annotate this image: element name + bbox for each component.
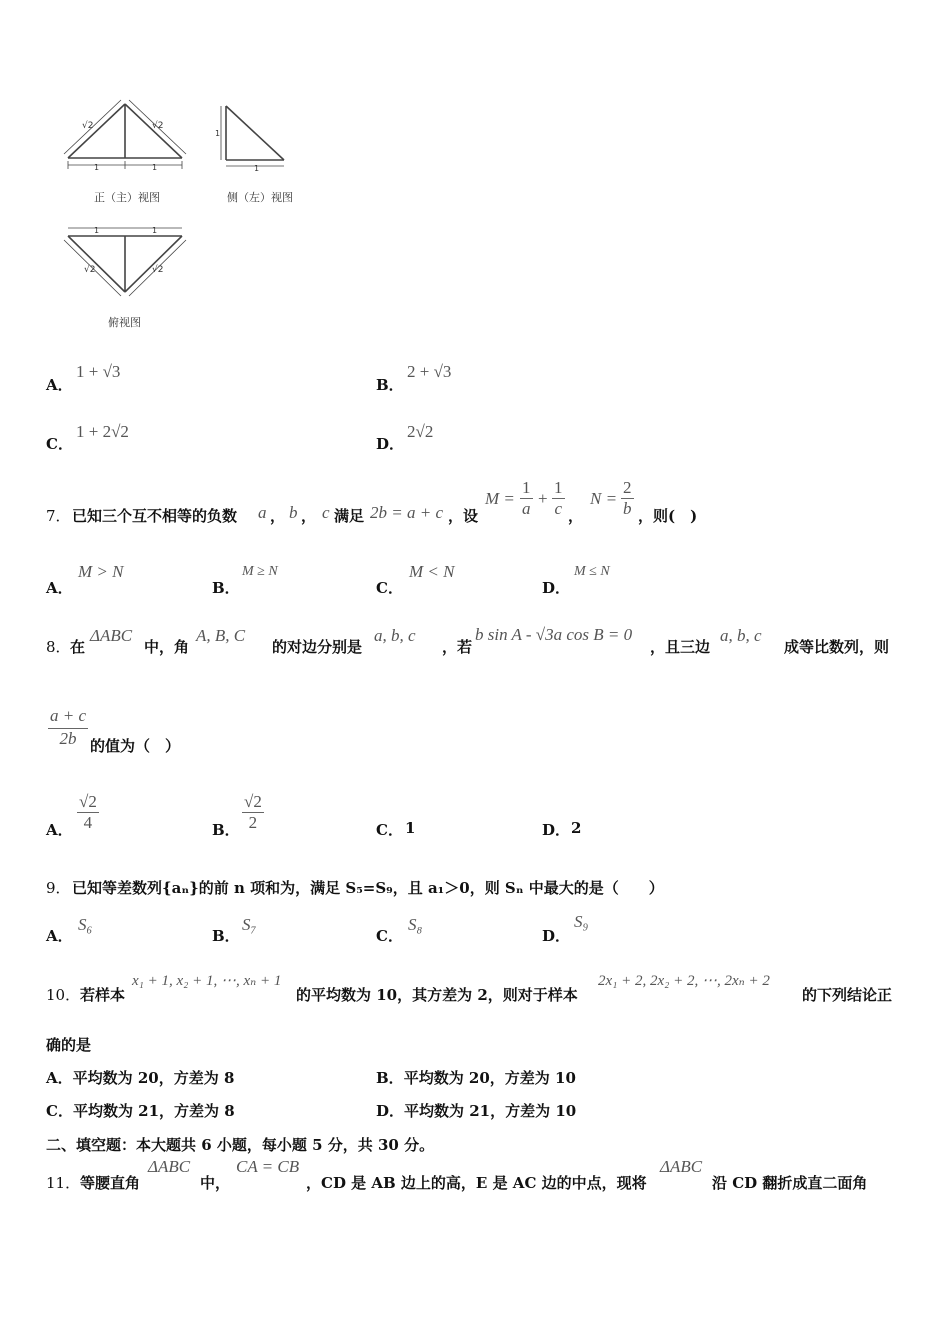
q10-sample-1: x₁ + 1, x₂ + 1, ⋯, xₙ + 1	[132, 973, 282, 989]
q8-text-2: 中，角	[144, 638, 190, 656]
q7-sep-2: ，	[301, 507, 317, 525]
q9-option-c-value: S₈	[408, 915, 423, 934]
q7-frac-2b-den: b	[623, 499, 632, 518]
section-heading-fill-in: 二、填空题：本大题共 6 小题，每小题 5 分，共 30 分。	[46, 1136, 435, 1154]
q6-option-a-value: 1 + √3	[76, 362, 121, 381]
front-left-base: 1	[94, 163, 100, 172]
q8-option-a-num: √2	[79, 792, 97, 811]
q10-text-4: 确的是	[46, 1036, 92, 1054]
front-view-caption: 正（主）视图	[94, 191, 160, 204]
q8-text-1: 在	[70, 638, 86, 656]
q8-option-c-letter: C．	[376, 821, 403, 839]
q7-sep-1: ，	[270, 507, 286, 525]
q8-option-c-value: 1	[405, 819, 416, 837]
q8-option-b-den: 2	[248, 813, 258, 832]
q8-equation: b sin A - √3a cos B = 0	[475, 625, 633, 644]
q8-option-a-value	[77, 792, 99, 833]
q7-frac-1c-den: c	[554, 499, 563, 518]
q8-option-a-letter: A．	[46, 821, 73, 839]
q7-var-b: b	[289, 503, 298, 522]
q7-number: 7．	[46, 507, 71, 525]
q7-frac-1a-den: a	[522, 499, 531, 518]
q7-var-c: c	[322, 503, 330, 522]
q11-equation: CA = CB	[236, 1157, 300, 1176]
q7-option-b-value: M ≥ N	[242, 564, 278, 579]
q10-option-c	[46, 1100, 235, 1121]
top-right-length: √2	[152, 265, 164, 275]
q7-option-d-letter: D．	[542, 579, 571, 597]
q6-option-c-value: 1 + 2√2	[76, 422, 129, 441]
q7-condition: 2b = a + c	[370, 503, 443, 522]
q8-frac-num: a + c	[48, 706, 88, 729]
side-view-diagram	[212, 100, 292, 175]
q10-option-d	[376, 1100, 576, 1121]
q7-frac-1-over-c	[552, 478, 565, 519]
q7-plus: +	[538, 489, 548, 508]
q10-option-b-value: 平均数为 20，方差为 10	[403, 1069, 576, 1087]
q8-text-3: 的对边分别是	[272, 638, 363, 656]
q10-sample-2: 2x₁ + 2, 2x₂ + 2, ⋯, 2xₙ + 2	[598, 973, 770, 989]
q10-option-a-letter: A．	[46, 1069, 73, 1087]
q8-text-7: 的值为（ ）	[90, 737, 181, 755]
q8-text-6: 成等比数列，则	[784, 638, 890, 656]
q9-option-b-value: S₇	[242, 915, 257, 934]
side-height: 1	[215, 129, 221, 138]
front-right-length: √2	[152, 121, 164, 131]
q11-text-2: 中，	[200, 1174, 231, 1192]
q10-number: 10．	[46, 986, 81, 1004]
q10-text-2: 的平均数为 10，其方差为 2，则对于样本	[296, 986, 578, 1004]
q10-option-c-letter: C．	[46, 1102, 73, 1120]
q7-frac-1a-num: 1	[522, 478, 531, 497]
q7-frac-2b-num: 2	[623, 478, 632, 497]
q6-option-b-letter: B．	[376, 376, 404, 394]
q7-text-2: 满足	[334, 507, 365, 525]
top-view-caption: 俯视图	[108, 316, 141, 329]
q7-text-3: ，设	[448, 507, 479, 525]
front-right-base: 1	[152, 163, 158, 172]
q8-option-a-den: 4	[83, 813, 93, 832]
front-view-diagram	[60, 98, 190, 173]
q7-var-a: a	[258, 503, 267, 522]
q11-text-3: ，CD 是 AB 边上的高，E 是 AC 边的中点，现将	[306, 1174, 647, 1192]
q8-option-b-letter: B．	[212, 821, 240, 839]
q9-option-d-letter: D．	[542, 927, 571, 945]
q7-text-1: 已知三个互不相等的负数	[72, 507, 238, 525]
q8-sides: a, b, c	[374, 626, 416, 645]
q8-frac-den: 2b	[59, 729, 77, 748]
q9-option-b-letter: B．	[212, 927, 240, 945]
q7-option-d-value: M ≤ N	[574, 564, 610, 579]
q10-option-b	[376, 1067, 576, 1088]
front-left-length: √2	[82, 121, 94, 131]
q7-option-b-letter: B．	[212, 579, 240, 597]
q6-option-a-letter: A．	[46, 376, 73, 394]
top-view-diagram	[60, 222, 190, 302]
q10-option-d-value: 平均数为 21，方差为 10	[404, 1102, 577, 1120]
q7-n-lhs: N =	[590, 489, 618, 508]
q8-option-b-value	[242, 792, 264, 833]
q11-number: 11．	[46, 1174, 81, 1192]
q7-comma: ，	[568, 507, 584, 525]
q8-text-4: ，若	[442, 638, 473, 656]
q8-option-b-num: √2	[244, 792, 262, 811]
q11-triangle: ΔABC	[148, 1157, 191, 1176]
q8-fraction	[48, 706, 88, 749]
q8-option-d-value: 2	[571, 819, 582, 837]
q6-option-b-value: 2 + √3	[407, 362, 452, 381]
top-left-base: 1	[94, 226, 100, 235]
q10-option-d-letter: D．	[376, 1102, 405, 1120]
q8-angles: A, B, C	[196, 626, 246, 645]
q7-frac-1c-num: 1	[554, 478, 563, 497]
q7-option-a-value: M > N	[78, 562, 124, 581]
q11-text-1: 等腰直角	[80, 1174, 141, 1192]
q6-option-d-letter: D．	[376, 435, 405, 453]
q8-triangle: ΔABC	[90, 626, 133, 645]
q6-option-d-value: 2√2	[407, 422, 434, 441]
q10-option-a-value: 平均数为 20，方差为 8	[72, 1069, 235, 1087]
q7-frac-1-over-a	[520, 478, 533, 519]
q7-option-c-value: M < N	[409, 562, 455, 581]
q9-number: 9．	[46, 879, 71, 897]
top-left-length: √2	[84, 265, 96, 275]
q9-option-a-value: S₆	[78, 915, 93, 934]
q9-option-c-letter: C．	[376, 927, 403, 945]
q8-text-5: ，且三边	[650, 638, 711, 656]
q9-option-d-value: S₉	[574, 912, 589, 931]
q10-option-c-value: 平均数为 21，方差为 8	[72, 1102, 235, 1120]
q6-option-c-letter: C．	[46, 435, 73, 453]
q10-text-3: 的下列结论正	[802, 986, 893, 1004]
side-base: 1	[254, 164, 260, 173]
q7-option-a-letter: A．	[46, 579, 73, 597]
q9-text: 已知等差数列{aₙ}的前 n 项和为，满足 S₅=S₉，且 a₁＞0，则 Sₙ 中最大的是（ ）	[72, 879, 664, 897]
q11-text-4: 沿 CD 翻折成直二面角	[712, 1174, 868, 1192]
q9-option-a-letter: A．	[46, 927, 73, 945]
q8-sides-2: a, b, c	[720, 626, 762, 645]
q8-option-d-letter: D．	[542, 821, 571, 839]
q7-option-c-letter: C．	[376, 579, 403, 597]
q10-text-1: 若样本	[80, 986, 126, 1004]
q7-text-4: ，则( )	[638, 507, 698, 525]
q11-triangle-2: ΔABC	[660, 1157, 703, 1176]
side-view-caption: 侧（左）视图	[227, 191, 293, 204]
q7-frac-2-over-b	[621, 478, 634, 519]
q10-option-a	[46, 1067, 234, 1088]
q7-m-lhs: M =	[485, 489, 515, 508]
q10-option-b-letter: B．	[376, 1069, 404, 1087]
q8-number: 8．	[46, 638, 71, 656]
top-right-base: 1	[152, 226, 158, 235]
